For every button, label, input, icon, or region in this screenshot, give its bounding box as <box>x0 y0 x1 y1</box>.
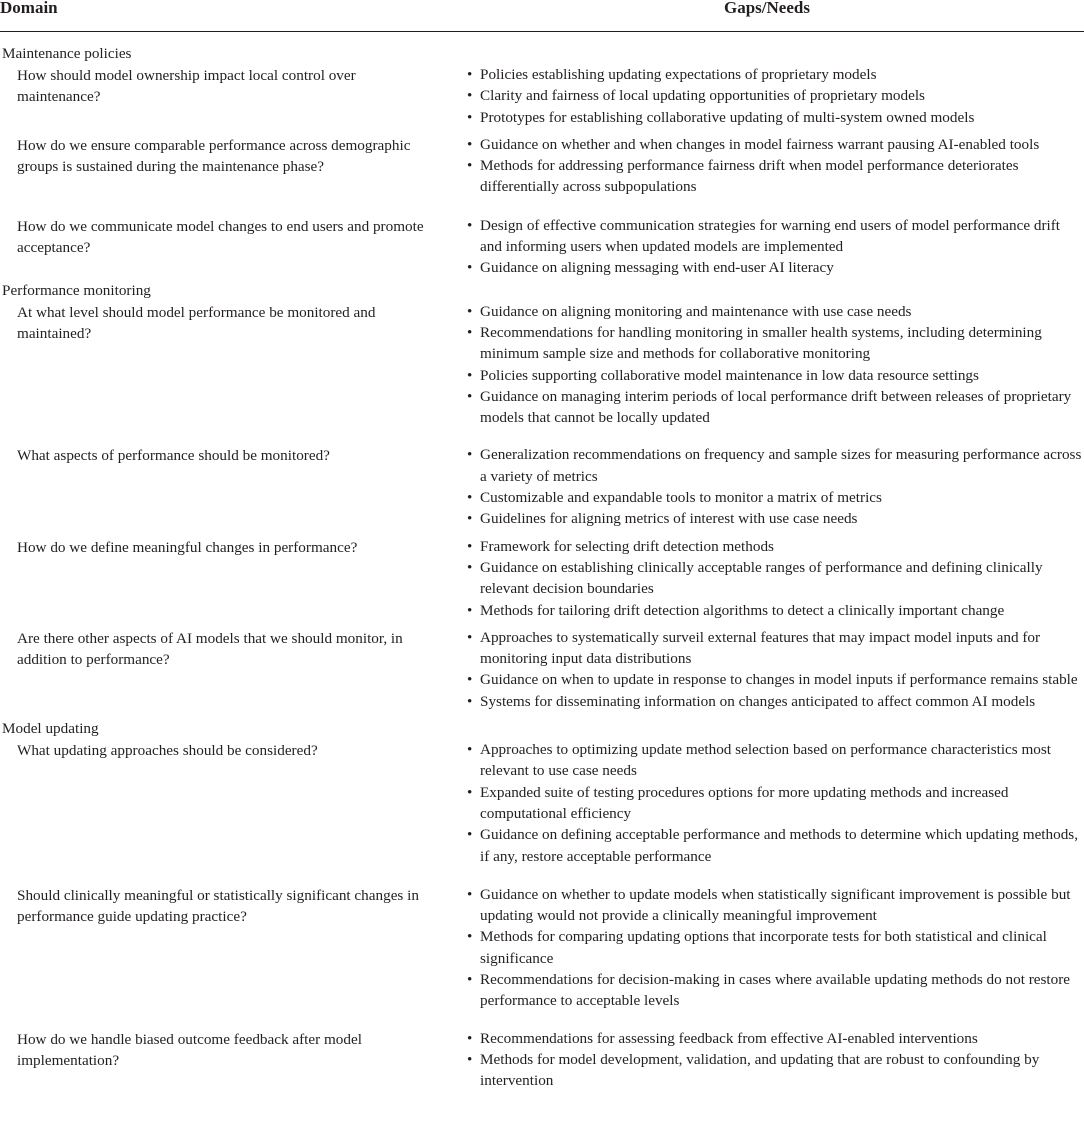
gap-text: Methods for model development, validation, and updating that are robust to confounding by intervention <box>480 1050 1040 1090</box>
gap-item <box>467 444 1084 487</box>
table-row <box>0 64 1084 128</box>
gap-item <box>467 669 1084 690</box>
domain-question: How do we ensure comparable performance across demographic groups is sustained during the maintenance phase? <box>17 136 411 176</box>
gap-text: Systems for disseminating information on changes anticipated to affect common AI models <box>480 692 1036 710</box>
gaps-cell <box>467 301 1084 429</box>
bullet-icon: • <box>467 323 473 341</box>
gap-item <box>467 691 1084 712</box>
table-row <box>0 134 1084 198</box>
gaps-list <box>467 444 1084 529</box>
gap-item <box>467 257 1084 278</box>
gap-item <box>467 782 1084 825</box>
gap-text: Guidance on when to update in response to changes in model inputs if performance remains stable <box>480 671 1078 689</box>
gaps-list <box>467 739 1084 867</box>
gap-text: Generalization recommendations on frequency and sample sizes for measuring performance across a variety of metrics <box>480 446 1082 485</box>
gaps-cell <box>467 444 1084 529</box>
gap-text: Approaches to optimizing update method selection based on performance characteristics most relevant to use case needs <box>480 741 1052 780</box>
gaps-cell <box>467 536 1084 621</box>
bullet-icon: • <box>467 66 473 83</box>
gaps-cell <box>467 64 1084 128</box>
gap-text: Prototypes for establishing collaborative updating of multi-system owned models <box>480 108 975 126</box>
gap-item <box>467 508 1084 529</box>
bullet-icon: • <box>467 489 473 507</box>
section-heading: Performance monitoring <box>2 281 151 299</box>
gap-item <box>467 487 1084 508</box>
table-row <box>0 444 1084 529</box>
gap-item <box>467 926 1084 969</box>
domain-question: Should clinically meaningful or statistically significant changes in performance guide updating practice? <box>17 886 419 926</box>
domain-question: How should model ownership impact local control over maintenance? <box>17 67 356 106</box>
gap-text: Framework for selecting drift detection methods <box>480 537 774 555</box>
gap-text: Methods for comparing updating options that incorporate tests for both statistical and clinical significance <box>480 928 1047 967</box>
bullet-icon: • <box>467 692 473 710</box>
gap-text: Recommendations for decision-making in cases where available updating methods do not restore performance to acceptable levels <box>480 970 1071 1010</box>
section-heading: Model updating <box>2 720 99 738</box>
gaps-list <box>467 627 1084 712</box>
table-row <box>0 215 1084 279</box>
bullet-icon: • <box>467 387 473 405</box>
gap-text: Guidance on aligning monitoring and maintenance with use case needs <box>480 302 912 320</box>
gap-text: Design of effective communication strategies for warning end users of model performance drift and informing users when updated models are implemented <box>480 216 1061 256</box>
gaps-cell <box>467 627 1084 712</box>
gap-text: Guidance on whether to update models when statistically significant improvement is possible but updating would not provide a clinically meaningful improvement <box>480 885 1071 925</box>
gaps-list <box>467 134 1084 198</box>
domain-question: How do we handle biased outcome feedback after model implementation? <box>17 1030 362 1069</box>
gap-text: Recommendations for handling monitoring in smaller health systems, including determining minimum sample size and methods for collaborative monitoring <box>480 323 1042 363</box>
bullet-icon: • <box>467 87 473 105</box>
bullet-icon: • <box>467 970 473 988</box>
bullet-icon: • <box>467 135 473 153</box>
section-heading: Maintenance policies <box>2 45 132 62</box>
table-header <box>0 0 1084 32</box>
table-row <box>0 884 1084 1012</box>
bullet-icon: • <box>467 446 473 464</box>
bullet-icon: • <box>467 259 473 277</box>
gap-text: Guidance on aligning messaging with end-user AI literacy <box>480 259 834 277</box>
gaps-cell <box>467 215 1084 279</box>
table-row <box>0 1028 1084 1092</box>
gaps-list <box>467 215 1084 279</box>
bullet-icon: • <box>467 108 473 126</box>
table-row <box>0 627 1084 712</box>
gaps-list <box>467 1028 1084 1092</box>
table-body <box>0 43 1084 1091</box>
bullet-icon: • <box>467 885 473 903</box>
bullet-icon: • <box>467 928 473 946</box>
gap-text: Approaches to systematically surveil external features that may impact model inputs and for monitoring input data distributions <box>480 628 1041 668</box>
gap-text: Methods for addressing performance fairness drift when model performance deteriorates differentially across subpopulations <box>480 157 1019 196</box>
bullet-icon: • <box>467 558 473 576</box>
bullet-icon: • <box>467 671 473 689</box>
gaps-column-header: Gaps/Needs <box>724 0 810 17</box>
bullet-icon: • <box>467 741 473 759</box>
gap-text: Customizable and expandable tools to monitor a matrix of metrics <box>480 489 882 507</box>
bullet-icon: • <box>467 366 473 384</box>
gap-item <box>467 884 1084 927</box>
gap-text: Guidance on establishing clinically acceptable ranges of performance and defining clinically relevant decision boundaries <box>480 558 1043 598</box>
gaps-list <box>467 301 1084 429</box>
gap-item <box>467 1049 1084 1092</box>
gap-item <box>467 322 1084 365</box>
gap-item <box>467 365 1084 386</box>
gap-item <box>467 134 1084 155</box>
gap-item <box>467 386 1084 429</box>
gaps-cell <box>467 1028 1084 1092</box>
gap-text: Guidelines for aligning metrics of interest with use case needs <box>480 510 858 528</box>
domain-question: At what level should model performance be monitored and maintained? <box>17 303 376 342</box>
bullet-icon: • <box>467 826 473 844</box>
bullet-icon: • <box>467 510 473 528</box>
table-row <box>0 536 1084 621</box>
gap-text: Expanded suite of testing procedures options for more updating methods and increased computational efficiency <box>480 783 1009 822</box>
gap-text: Methods for tailoring drift detection algorithms to detect a clinically important change <box>480 601 1005 619</box>
gap-item <box>467 301 1084 322</box>
bullet-icon: • <box>467 783 473 801</box>
gap-text: Clarity and fairness of local updating opportunities of proprietary models <box>480 87 925 105</box>
bullet-icon: • <box>467 157 473 175</box>
domain-column-header: Domain <box>0 0 58 17</box>
gap-text: Guidance on whether and when changes in model fairness warrant pausing AI-enabled tools <box>480 135 1040 153</box>
gap-item <box>467 107 1084 128</box>
table-row <box>0 739 1084 867</box>
domain-question: What aspects of performance should be monitored? <box>17 447 330 465</box>
gaps-list <box>467 64 1084 128</box>
gap-item <box>467 627 1084 670</box>
domain-question: What updating approaches should be considered? <box>17 742 318 760</box>
gap-text: Recommendations for assessing feedback from effective AI-enabled interventions <box>480 1029 978 1047</box>
gap-text: Guidance on defining acceptable performance and methods to determine which updating methods, if any, restore acceptable performance <box>480 826 1079 865</box>
gap-item <box>467 739 1084 782</box>
gap-item <box>467 536 1084 557</box>
bullet-icon: • <box>467 628 473 646</box>
gap-item <box>467 969 1084 1012</box>
domain-question: Are there other aspects of AI models that we should monitor, in addition to performance? <box>17 629 403 669</box>
bullet-icon: • <box>467 1050 473 1068</box>
bullet-icon: • <box>467 216 473 234</box>
domain-question: How do we define meaningful changes in performance? <box>17 538 358 556</box>
gap-item <box>467 557 1084 600</box>
gap-item <box>467 824 1084 867</box>
gaps-cell <box>467 739 1084 867</box>
gap-item <box>467 155 1084 198</box>
gap-item <box>467 1028 1084 1049</box>
gaps-cell <box>467 134 1084 198</box>
table-row <box>0 301 1084 429</box>
gap-item <box>467 215 1084 258</box>
gap-item <box>467 64 1084 85</box>
gaps-list <box>467 884 1084 1012</box>
gaps-list <box>467 536 1084 621</box>
gap-text: Policies establishing updating expectations of proprietary models <box>480 66 877 83</box>
gaps-cell <box>467 884 1084 1012</box>
gap-item <box>467 85 1084 106</box>
gap-text: Policies supporting collaborative model maintenance in low data resource settings <box>480 366 979 384</box>
domain-question: How do we communicate model changes to end users and promote acceptance? <box>17 217 424 257</box>
gap-item <box>467 600 1084 621</box>
bullet-icon: • <box>467 601 473 619</box>
bullet-icon: • <box>467 1029 473 1047</box>
bullet-icon: • <box>467 537 473 555</box>
bullet-icon: • <box>467 302 473 320</box>
gap-text: Guidance on managing interim periods of local performance drift between releases of proprietary models that cannot be locally updated <box>480 387 1072 427</box>
